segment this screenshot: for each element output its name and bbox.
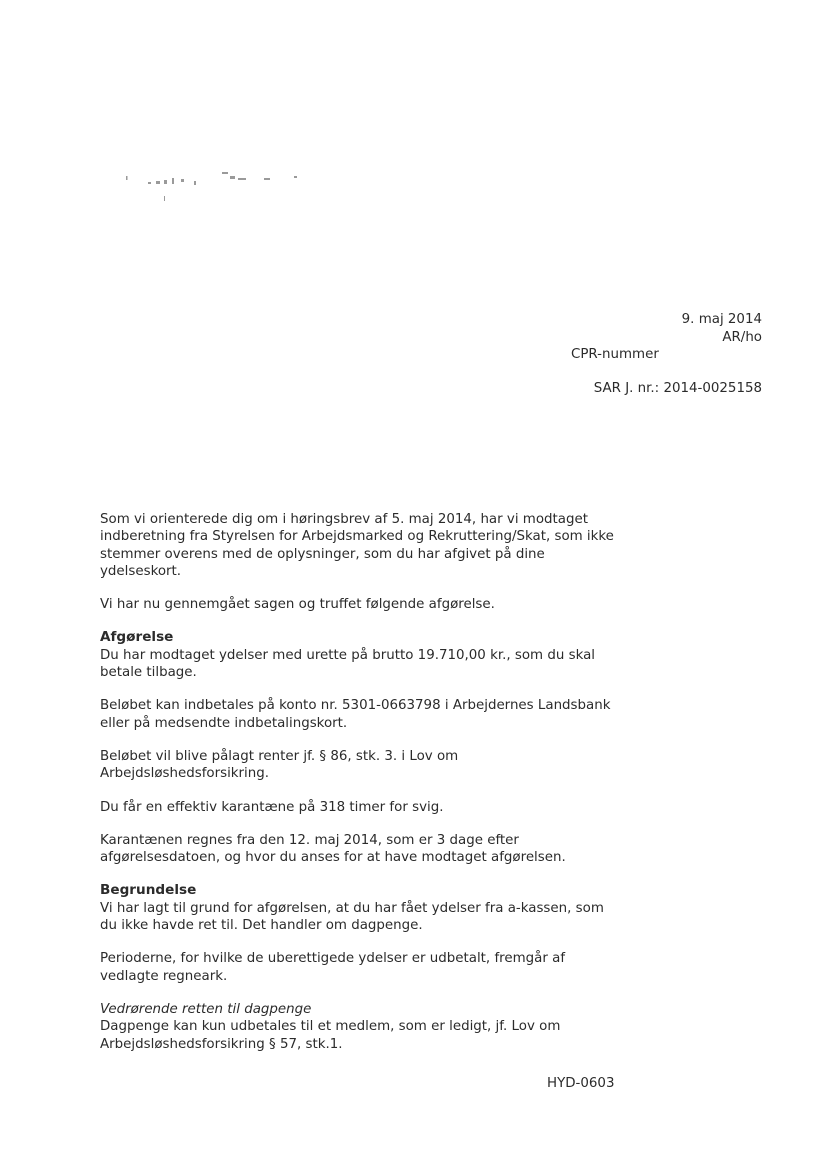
right-to-benefits-heading: Vedrørende retten til dagpenge bbox=[100, 1001, 312, 1017]
cpr-number-label: CPR-nummer bbox=[571, 347, 659, 362]
intro-paragraph: Som vi orienterede dig om i høringsbrev af 5. maj 2014, har vi modtaget indberetning fra Styrelsen for Arbejdsmarked og Rekruttering/Skat, som ikke stemmer overens med de oplysninger, som du har afgivet på dine ydelseskort. bbox=[100, 512, 614, 579]
review-paragraph: Vi har nu gennemgået sagen og truffet følgende afgørelse. bbox=[100, 597, 495, 613]
date-reference-block bbox=[682, 311, 762, 347]
quarantine-start-paragraph: Karantænen regnes fra den 12. maj 2014, som er 3 dage efter afgørelsesdatoen, og hvor du anses for at have modtaget afgørelsen. bbox=[100, 832, 566, 866]
letter-date: 9. maj 2014 bbox=[681, 312, 762, 327]
form-code: HYD-0603 bbox=[547, 1076, 615, 1091]
sar-journal-number: SAR J. nr.: 2014-0025158 bbox=[593, 381, 762, 396]
payment-paragraph: Beløbet kan indbetales på konto nr. 5301-0663798 i Arbejdernes Landsbank eller på medsendte indbetalingskort. bbox=[100, 698, 611, 731]
case-handler-reference: AR/ho bbox=[722, 330, 762, 345]
decision-heading: Afgørelse bbox=[100, 629, 174, 646]
periods-paragraph: Perioderne, for hvilke de uberettigede ydelser er udbetalt, fremgår af vedlagte regneark. bbox=[100, 951, 566, 984]
redacted-scan-marks bbox=[126, 164, 306, 204]
reason-paragraph: Vi har lagt til grund for afgørelsen, at du har fået ydelser fra a-kassen, som du ikke havde ret til. Det handler om dagpenge. bbox=[100, 900, 604, 934]
decision-paragraph: Du har modtaget ydelser med urette på brutto 19.710,00 kr., som du skal betale tilbage. bbox=[100, 647, 596, 681]
reason-heading: Begrundelse bbox=[100, 882, 197, 899]
quarantine-paragraph: Du får en effektiv karantæne på 318 timer for svig. bbox=[100, 799, 444, 815]
letter-body bbox=[100, 511, 625, 1053]
right-to-benefits-paragraph: Dagpenge kan kun udbetales til et medlem, som er ledigt, jf. Lov om Arbejdsløshedsforsikring § 57, stk.1. bbox=[100, 1019, 561, 1052]
interest-paragraph: Beløbet vil blive pålagt renter jf. § 86, stk. 3. i Lov om Arbejdsløshedsforsikring. bbox=[100, 748, 459, 782]
